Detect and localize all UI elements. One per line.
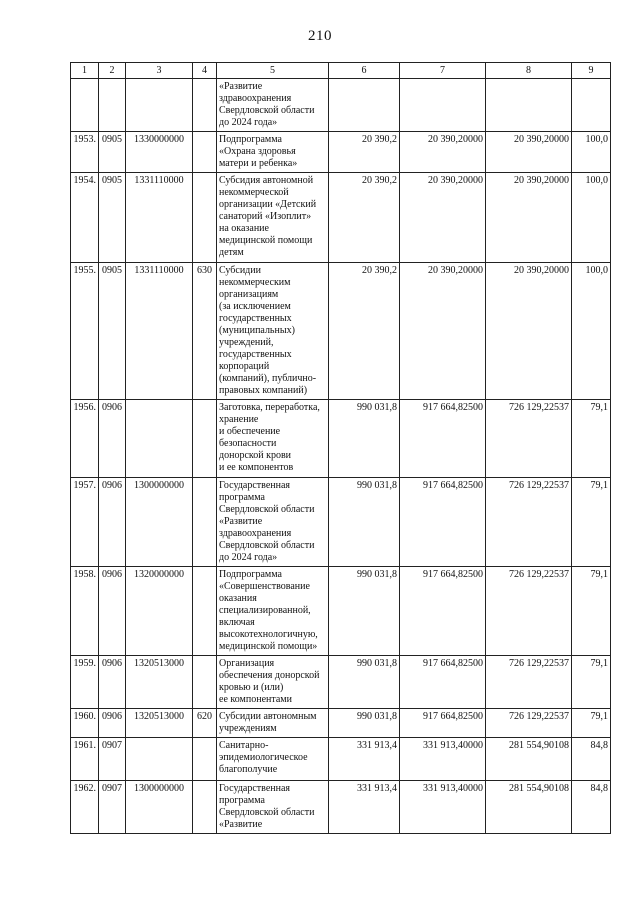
section-code-cell: 0906 [99, 656, 126, 709]
executed-amount-cell: 20 390,20000 [486, 132, 572, 173]
execution-percent-cell: 79,1 [572, 709, 611, 738]
target-article-cell: 1320513000 [126, 656, 193, 709]
table-row [71, 709, 611, 738]
executed-amount-cell: 20 390,20000 [486, 263, 572, 400]
item-name-cell: Подпрограмма «Совершенствование оказания специализированной, включая высокотехнологичную, медицинской помощи» [217, 567, 329, 656]
planned-amount-cell: 20 390,20000 [400, 263, 486, 400]
target-article-cell: 1300000000 [126, 781, 193, 834]
header-cell: 6 [329, 63, 400, 79]
header-cell: 1 [71, 63, 99, 79]
executed-amount-cell: 20 390,20000 [486, 173, 572, 263]
execution-percent-cell: 79,1 [572, 478, 611, 567]
expense-type-cell [193, 400, 217, 478]
target-article-cell: 1320513000 [126, 709, 193, 738]
planned-amount-cell [400, 79, 486, 132]
execution-percent-cell: 100,0 [572, 132, 611, 173]
target-article-cell: 1331110000 [126, 263, 193, 400]
planned-amount-cell: 917 664,82500 [400, 656, 486, 709]
row-number-cell: 1957. [71, 478, 99, 567]
row-number-cell: 1953. [71, 132, 99, 173]
executed-amount-cell: 726 129,22537 [486, 478, 572, 567]
table-row [71, 567, 611, 656]
planned-amount-cell: 331 913,40000 [400, 781, 486, 834]
row-number-cell: 1955. [71, 263, 99, 400]
row-number-cell [71, 79, 99, 132]
target-article-cell [126, 79, 193, 132]
table-row [71, 173, 611, 263]
planned-amount-cell: 331 913,40000 [400, 738, 486, 781]
table-row [71, 738, 611, 781]
table-row [71, 478, 611, 567]
expense-type-cell [193, 738, 217, 781]
target-article-cell: 1300000000 [126, 478, 193, 567]
expense-type-cell [193, 567, 217, 656]
section-code-cell: 0906 [99, 567, 126, 656]
execution-percent-cell: 84,8 [572, 738, 611, 781]
executed-amount-cell: 726 129,22537 [486, 567, 572, 656]
section-code-cell: 0906 [99, 709, 126, 738]
table-row [71, 400, 611, 478]
item-name-cell: Санитарно- эпидемиологическое благополучие [217, 738, 329, 781]
approved-amount-cell: 20 390,2 [329, 173, 400, 263]
expense-type-cell [193, 656, 217, 709]
planned-amount-cell: 917 664,82500 [400, 567, 486, 656]
row-number-cell: 1959. [71, 656, 99, 709]
approved-amount-cell [329, 79, 400, 132]
approved-amount-cell: 331 913,4 [329, 781, 400, 834]
approved-amount-cell: 20 390,2 [329, 263, 400, 400]
table-row [71, 79, 611, 132]
approved-amount-cell: 990 031,8 [329, 478, 400, 567]
header-cell: 5 [217, 63, 329, 79]
planned-amount-cell: 20 390,20000 [400, 132, 486, 173]
item-name-cell: Субсидия автономной некоммерческой организации «Детский санаторий «Изоплит» на оказание медицинской помощи детям [217, 173, 329, 263]
planned-amount-cell: 917 664,82500 [400, 400, 486, 478]
header-cell: 9 [572, 63, 611, 79]
item-name-cell: Субсидии автономным учреждениям [217, 709, 329, 738]
table-row [71, 132, 611, 173]
table-row [71, 781, 611, 834]
header-row [71, 63, 611, 79]
executed-amount-cell: 726 129,22537 [486, 656, 572, 709]
expense-type-cell: 620 [193, 709, 217, 738]
table-row [71, 263, 611, 400]
execution-percent-cell: 100,0 [572, 263, 611, 400]
execution-percent-cell [572, 79, 611, 132]
row-number-cell: 1954. [71, 173, 99, 263]
section-code-cell: 0905 [99, 173, 126, 263]
target-article-cell: 1320000000 [126, 567, 193, 656]
target-article-cell [126, 738, 193, 781]
execution-percent-cell: 100,0 [572, 173, 611, 263]
expense-type-cell [193, 781, 217, 834]
item-name-cell: Заготовка, переработка, хранение и обеспечение безопасности донорской крови и ее компонентов [217, 400, 329, 478]
execution-percent-cell: 79,1 [572, 400, 611, 478]
target-article-cell [126, 400, 193, 478]
section-code-cell: 0905 [99, 132, 126, 173]
approved-amount-cell: 990 031,8 [329, 400, 400, 478]
expense-type-cell: 630 [193, 263, 217, 400]
target-article-cell: 1330000000 [126, 132, 193, 173]
approved-amount-cell: 990 031,8 [329, 709, 400, 738]
execution-percent-cell: 84,8 [572, 781, 611, 834]
row-number-cell: 1960. [71, 709, 99, 738]
header-cell: 2 [99, 63, 126, 79]
execution-percent-cell: 79,1 [572, 656, 611, 709]
item-name-cell: «Развитие здравоохранения Свердловской области до 2024 года» [217, 79, 329, 132]
table-body [71, 79, 611, 834]
header-cell: 3 [126, 63, 193, 79]
approved-amount-cell: 990 031,8 [329, 656, 400, 709]
item-name-cell: Подпрограмма «Охрана здоровья матери и ребенка» [217, 132, 329, 173]
header-cell: 7 [400, 63, 486, 79]
executed-amount-cell: 726 129,22537 [486, 709, 572, 738]
section-code-cell: 0907 [99, 781, 126, 834]
executed-amount-cell: 726 129,22537 [486, 400, 572, 478]
executed-amount-cell [486, 79, 572, 132]
expense-type-cell [193, 478, 217, 567]
target-article-cell: 1331110000 [126, 173, 193, 263]
expense-type-cell [193, 79, 217, 132]
page-number: 210 [308, 28, 332, 44]
planned-amount-cell: 917 664,82500 [400, 478, 486, 567]
item-name-cell: Субсидии некоммерческим организациям (за исключением государственных (муниципальных) учреждений, государственных корпораций (компаний), публично- правовых компаний) [217, 263, 329, 400]
expense-type-cell [193, 173, 217, 263]
execution-percent-cell: 79,1 [572, 567, 611, 656]
item-name-cell: Организация обеспечения донорской кровью и (или) ее компонентами [217, 656, 329, 709]
budget-table [70, 62, 611, 834]
section-code-cell: 0905 [99, 263, 126, 400]
row-number-cell: 1961. [71, 738, 99, 781]
executed-amount-cell: 281 554,90108 [486, 738, 572, 781]
header-cell: 8 [486, 63, 572, 79]
expense-type-cell [193, 132, 217, 173]
row-number-cell: 1956. [71, 400, 99, 478]
approved-amount-cell: 990 031,8 [329, 567, 400, 656]
item-name-cell: Государственная программа Свердловской области «Развитие [217, 781, 329, 834]
planned-amount-cell: 917 664,82500 [400, 709, 486, 738]
executed-amount-cell: 281 554,90108 [486, 781, 572, 834]
row-number-cell: 1958. [71, 567, 99, 656]
section-code-cell: 0906 [99, 478, 126, 567]
approved-amount-cell: 20 390,2 [329, 132, 400, 173]
section-code-cell: 0906 [99, 400, 126, 478]
item-name-cell: Государственная программа Свердловской области «Развитие здравоохранения Свердловской области до 2024 года» [217, 478, 329, 567]
table-row [71, 656, 611, 709]
row-number-cell: 1962. [71, 781, 99, 834]
header-cell: 4 [193, 63, 217, 79]
section-code-cell [99, 79, 126, 132]
section-code-cell: 0907 [99, 738, 126, 781]
planned-amount-cell: 20 390,20000 [400, 173, 486, 263]
approved-amount-cell: 331 913,4 [329, 738, 400, 781]
